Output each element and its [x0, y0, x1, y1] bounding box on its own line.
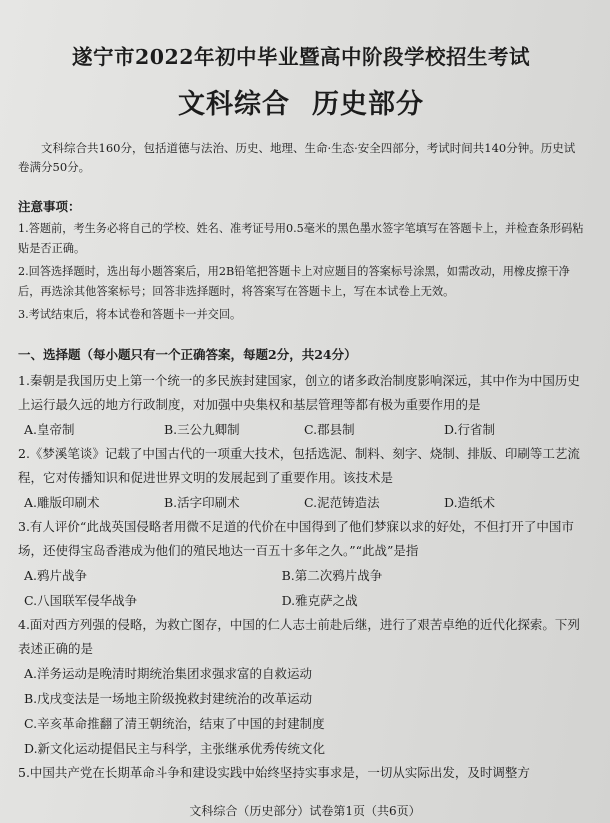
question-2 — [18, 442, 584, 515]
option-d: D.造纸术 — [444, 494, 496, 510]
subtitle-part: 历史部分 — [312, 89, 424, 120]
question-stem: 5.中国共产党在长期革命斗争和建设实践中始终坚持实事求是，一切从实际出发，及时调整方 — [18, 764, 530, 780]
question-stem: 4.面对西方列强的侵略，为救亡图存，中国的仁人志士前赴后继，进行了艰苦卓绝的近代化探索。下列表述正确的是 — [18, 616, 580, 656]
question-stem: 3.有人评价“此战英国侵略者用微不足道的代价在中国得到了他们梦寐以求的好处，不但打开了中国市场，还使得宝岛香港成为他们的殖民地达一百五十多年之久。”“此战”是指 — [18, 518, 574, 558]
question-stem: 1.秦朝是我国历史上第一个统一的多民族封建国家，创立的诸多政治制度影响深远，其中作为中国历史上运行最久远的地方行政制度，对加强中央集权和基层管理等都有极为重要作用的是 — [18, 372, 580, 412]
exam-intro: 文科综合共160分，包括道德与法治、历史、地理、生命·生态·安全四部分，考试时间共140分钟。历史试卷满分50分。 — [18, 141, 576, 174]
option-c: C.泥范铸造法 — [304, 494, 380, 510]
notice-item: 3.考试结束后，将本试卷和答题卡一并交回。 — [18, 308, 242, 321]
option-b: B.三公九卿制 — [164, 421, 240, 437]
option-a: A.洋务运动是晚清时期统治集团求强求富的自救运动 — [24, 665, 313, 681]
option-d: D.新文化运动提倡民主与科学，主张继承优秀传统文化 — [24, 740, 326, 756]
question-options — [18, 417, 584, 442]
question-options — [18, 563, 584, 588]
notice-title: 注意事项： — [18, 199, 81, 214]
option-a: A.鸦片战争 — [24, 567, 88, 583]
option-b: B.活字印刷术 — [164, 494, 240, 510]
question-4 — [18, 613, 584, 761]
option-c: C.辛亥革命推翻了清王朝统治，结束了中国的封建制度 — [24, 715, 325, 731]
option-b: B.第二次鸦片战争 — [281, 567, 383, 583]
exam-subtitle — [18, 82, 584, 121]
question-5 — [18, 761, 584, 785]
page-footer: 文科综合（历史部分）试卷第1页（共6页） — [189, 804, 421, 818]
option-a: A.皇帝制 — [24, 421, 75, 437]
question-3 — [18, 515, 584, 613]
question-1 — [18, 369, 584, 442]
question-options — [18, 490, 584, 515]
section-heading: 一、选择题（每小题只有一个正确答案，每题2分，共24分） — [18, 346, 357, 362]
option-d: D.雅克萨之战 — [281, 592, 358, 608]
notice-item: 2.回答选择题时，选出每小题答案后，用2B铅笔把答题卡上对应题目的答案标号涂黑，如需改动，用橡皮擦干净后，再选涂其他答案标号；回答非选择题时，将答案写在答题卡上，写在本试卷上无效。 — [18, 265, 570, 298]
option-b: B.戊戌变法是一场地主阶级挽救封建统治的改革运动 — [24, 690, 313, 706]
question-stem: 2.《梦溪笔谈》记载了中国古代的一项重大技术，包括选泥、制料、刻字、烧制、排版、印刷等工艺流程，它对传播知识和促进世界文明的发展起到了重要作用。该技术是 — [18, 445, 580, 485]
exam-title: 遂宁市2022年初中毕业暨高中阶段学校招生考试 — [71, 45, 531, 69]
option-d: D.行省制 — [444, 421, 496, 437]
notice-block — [18, 197, 584, 325]
option-a: A.雕版印刷术 — [24, 494, 100, 510]
option-c: C.郡县制 — [304, 421, 355, 437]
subtitle-subject: 文科综合 — [178, 89, 290, 120]
question-options — [18, 588, 584, 613]
notice-item: 1.答题前，考生务必将自己的学校、姓名、准考证号用0.5毫米的黑色墨水签字笔填写在答题卡上，并检查条形码粘贴是否正确。 — [18, 222, 584, 255]
option-c: C.八国联军侵华战争 — [24, 592, 138, 608]
